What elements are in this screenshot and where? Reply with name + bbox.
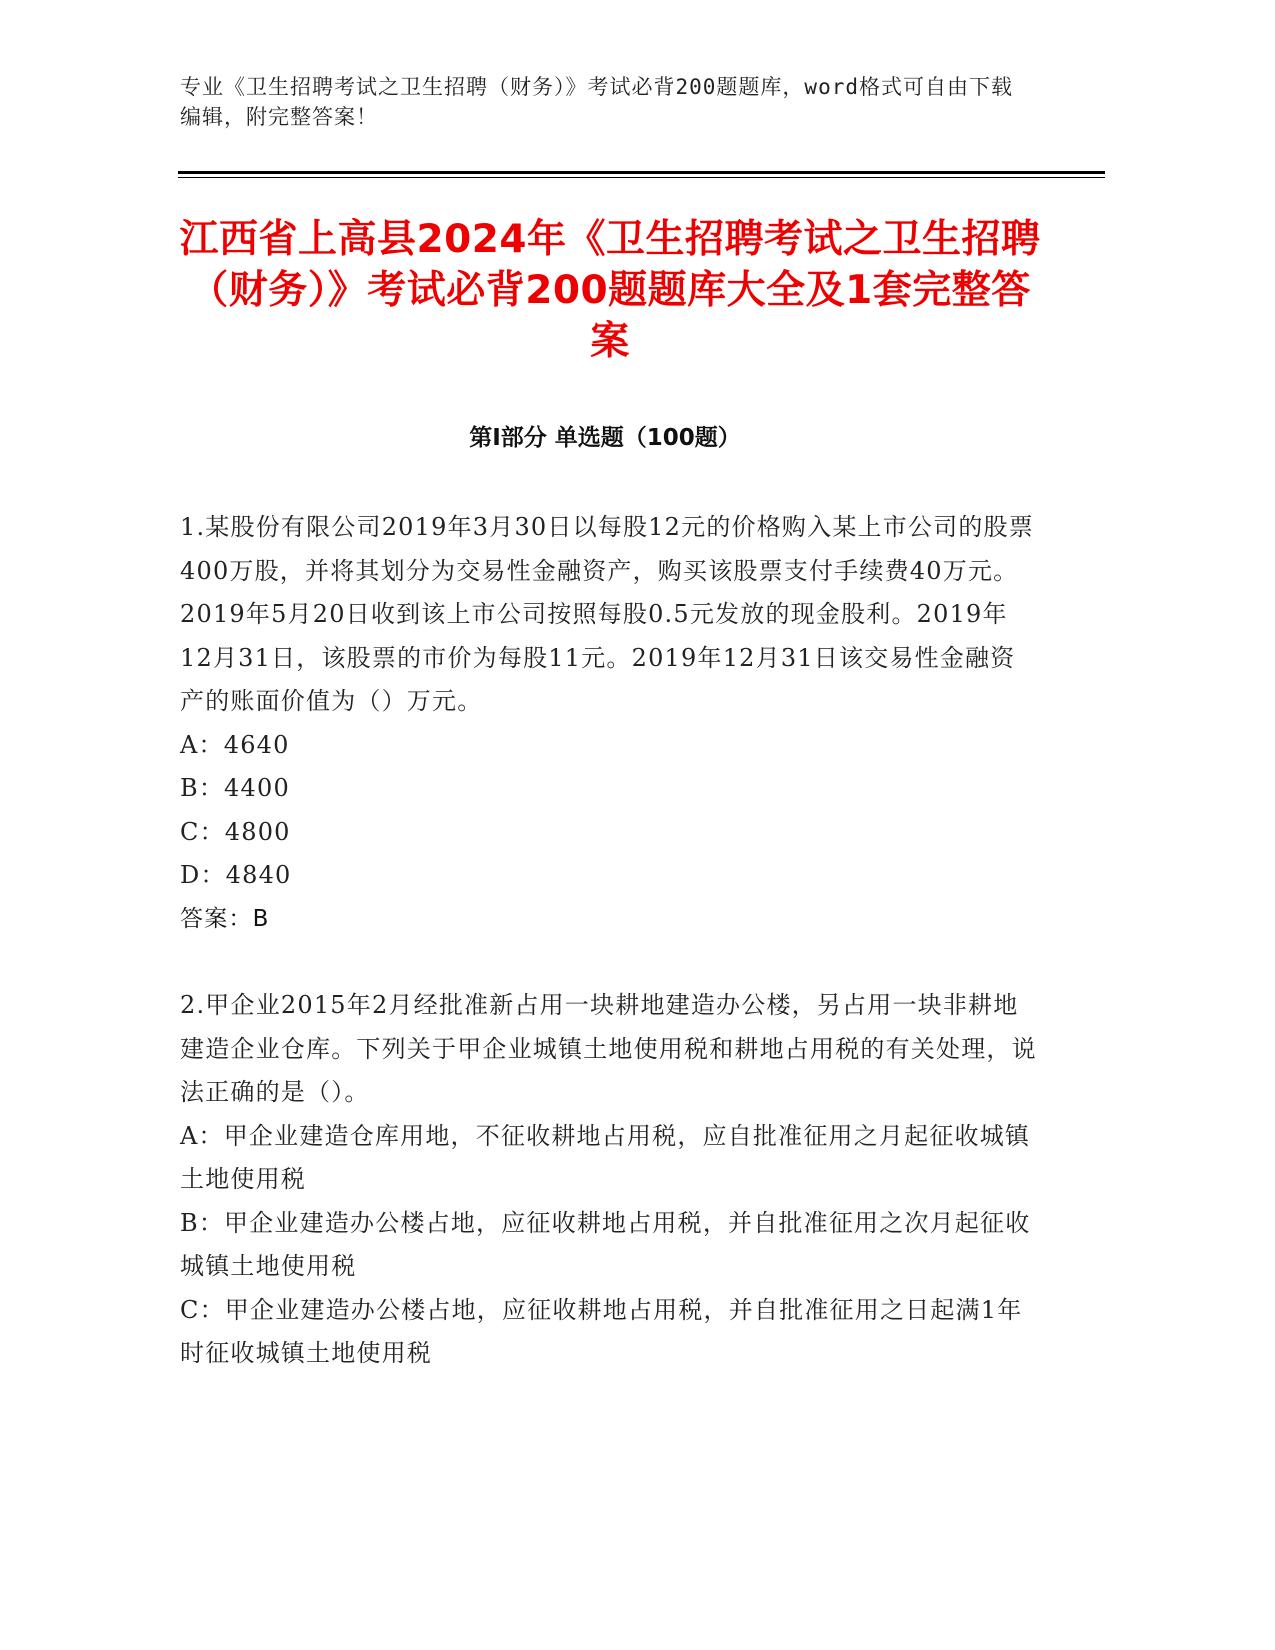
option-b: B：甲企业建造办公楼占地，应征收耕地占用税，并自批准征用之次月起征收城镇土地使用税 — [180, 1208, 1031, 1280]
header-rule-thin — [178, 177, 1105, 178]
document-title: 江西省上高县2024年《卫生招聘考试之卫生招聘（财务）》考试必背200题题库大全及1套完整答案 — [179, 217, 1041, 364]
option-d: D：4840 — [180, 861, 292, 889]
option-c: C：甲企业建造办公楼占地，应征收耕地占用税，并自批准征用之日起满1年时征收城镇土地使用税 — [180, 1295, 1023, 1367]
question-stem: 2.甲企业2015年2月经批准新占用一块耕地建造办公楼，另占用一块非耕地建造企业仓库。下列关于甲企业城镇土地使用税和耕地占用税的有关处理，说法正确的是（）。 — [180, 991, 1037, 1106]
option-a: A：4640 — [180, 730, 290, 759]
header-note: 专业《卫生招聘考试之卫生招聘（财务）》考试必背200题题库，word格式可自由下载编辑，附完整答案！ — [180, 75, 1013, 129]
question-1 — [180, 506, 1040, 941]
question-stem: 1.某股份有限公司2019年3月30日以每股12元的价格购入某上市公司的股票400万股，并将其划分为交易性金融资产，购买该股票支付手续费40万元。2019年5月20日收到该上市公司按照每股0.5元发放的现金股利。2019年12月31日，该股票的市价为每股11元。2019年12月31日该交易性金融资产的账面价值为（）万元。 — [180, 513, 1034, 715]
header-rule-thick — [178, 171, 1105, 174]
question-2 — [180, 984, 1040, 1376]
option-c: C：4800 — [180, 817, 291, 846]
section-title: 第Ⅰ部分 单选题（100题） — [469, 425, 741, 451]
option-a: A：甲企业建造仓库用地，不征收耕地占用税，应自批准征用之月起征收城镇土地使用税 — [180, 1121, 1031, 1193]
answer: 答案：B — [180, 905, 270, 932]
option-b: B：4400 — [180, 774, 290, 802]
